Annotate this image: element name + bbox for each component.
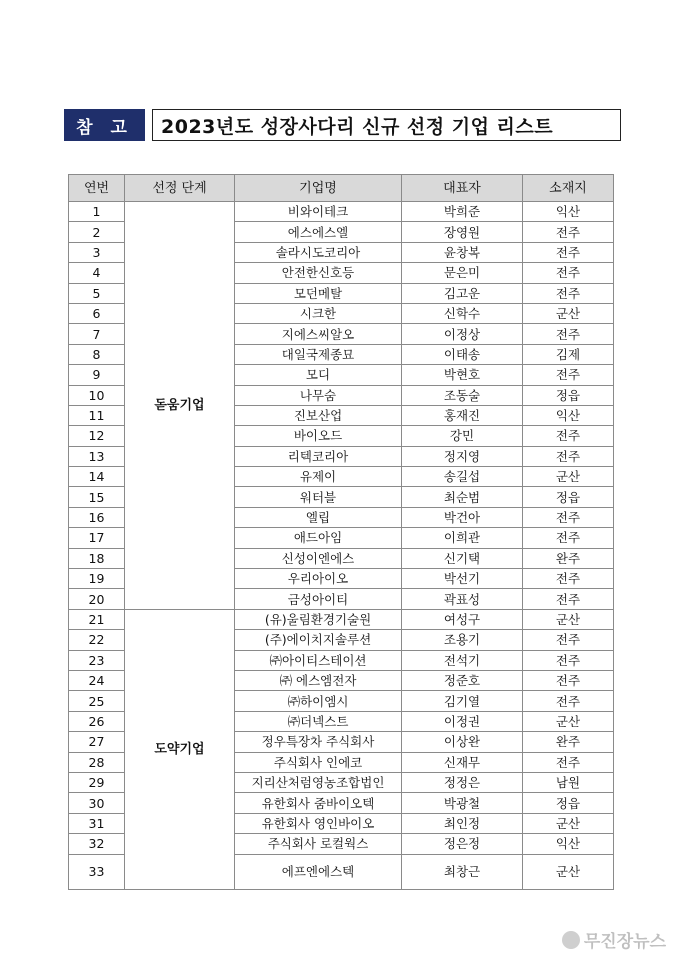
cell-company: 솔라시도코리아 [235,242,402,262]
cell-location: 전주 [523,324,614,344]
cell-company: 유제이 [235,467,402,487]
cell-ceo: 김기열 [402,691,523,711]
cell-location: 군산 [523,711,614,731]
cell-company: 유한회사 줌바이오텍 [235,793,402,813]
cell-location: 익산 [523,405,614,425]
cell-location: 전주 [523,569,614,589]
cell-ceo: 최인정 [402,813,523,833]
cell-location: 정읍 [523,487,614,507]
cell-location: 전주 [523,222,614,242]
cell-no: 24 [69,670,125,690]
cell-ceo: 정준호 [402,670,523,690]
cell-ceo: 박선기 [402,569,523,589]
cell-ceo: 조동술 [402,385,523,405]
cell-no: 30 [69,793,125,813]
cell-company: 리텍코리아 [235,446,402,466]
cell-location: 전주 [523,691,614,711]
cell-company: 에스에스엘 [235,222,402,242]
cell-location: 전주 [523,365,614,385]
cell-company: 모디 [235,365,402,385]
cell-company: 안전한신호등 [235,263,402,283]
cell-no: 25 [69,691,125,711]
cell-location: 익산 [523,202,614,222]
cell-company: 에프엔에스텍 [235,854,402,889]
cell-company: 지리산처럼영농조합법인 [235,772,402,792]
cell-location: 완주 [523,732,614,752]
table-row [69,609,614,629]
cell-location: 전주 [523,507,614,527]
cell-location: 군산 [523,467,614,487]
cell-ceo: 정지영 [402,446,523,466]
cell-no: 10 [69,385,125,405]
cell-location: 완주 [523,548,614,568]
cell-ceo: 정은정 [402,834,523,854]
cell-no: 17 [69,528,125,548]
cell-company: 비와이테크 [235,202,402,222]
cell-no: 18 [69,548,125,568]
cell-location: 정읍 [523,385,614,405]
cell-ceo: 신학수 [402,303,523,323]
page-title: 2023년도 성장사다리 신규 선정 기업 리스트 [152,109,621,141]
cell-company: ㈜아이티스테이션 [235,650,402,670]
cell-location: 전주 [523,528,614,548]
cell-no: 20 [69,589,125,609]
cell-ceo: 장영원 [402,222,523,242]
cell-location: 익산 [523,834,614,854]
cell-no: 13 [69,446,125,466]
cell-ceo: 박광철 [402,793,523,813]
watermark [562,927,666,952]
cell-stage: 도약기업 [125,609,235,889]
cell-company: (유)울림환경기술원 [235,609,402,629]
cell-location: 김제 [523,344,614,364]
cell-ceo: 여성구 [402,609,523,629]
cell-no: 31 [69,813,125,833]
cell-no: 2 [69,222,125,242]
cell-no: 16 [69,507,125,527]
cell-ceo: 이태송 [402,344,523,364]
cell-location: 전주 [523,589,614,609]
cell-ceo: 윤창복 [402,242,523,262]
cell-company: 워터블 [235,487,402,507]
cell-no: 11 [69,405,125,425]
cell-stage: 돋움기업 [125,202,235,610]
cell-ceo: 신재무 [402,752,523,772]
cell-no: 29 [69,772,125,792]
cell-company: 애드아임 [235,528,402,548]
header-location: 소재지 [523,175,614,202]
cell-ceo: 이상완 [402,732,523,752]
cell-ceo: 이희관 [402,528,523,548]
cell-location: 전주 [523,426,614,446]
cell-company: ㈜하이엠시 [235,691,402,711]
cell-location: 군산 [523,609,614,629]
cell-company: 유한회사 영인바이오 [235,813,402,833]
title-row [64,109,613,141]
cell-company: (주)에이치지솔루션 [235,630,402,650]
cell-company: 정우특장차 주식회사 [235,732,402,752]
cell-ceo: 정정은 [402,772,523,792]
cell-location: 정읍 [523,793,614,813]
table-row [69,202,614,222]
cell-company: 주식회사 로컬웍스 [235,834,402,854]
cell-no: 3 [69,242,125,262]
cell-location: 군산 [523,303,614,323]
cell-company: 대일국제종묘 [235,344,402,364]
cell-location: 전주 [523,283,614,303]
cell-no: 8 [69,344,125,364]
cell-no: 14 [69,467,125,487]
cell-no: 7 [69,324,125,344]
cell-no: 26 [69,711,125,731]
cell-no: 1 [69,202,125,222]
header-no: 연번 [69,175,125,202]
cell-no: 27 [69,732,125,752]
cell-location: 전주 [523,446,614,466]
cell-ceo: 박희준 [402,202,523,222]
cell-no: 28 [69,752,125,772]
company-list-table [68,174,614,890]
header-ceo: 대표자 [402,175,523,202]
cell-ceo: 송길섭 [402,467,523,487]
cell-company: 지에스씨알오 [235,324,402,344]
cell-location: 전주 [523,242,614,262]
cell-location: 군산 [523,813,614,833]
cell-company: 나무숨 [235,385,402,405]
reference-tag: 참 고 [64,109,145,141]
cell-ceo: 곽표성 [402,589,523,609]
cell-location: 전주 [523,630,614,650]
cell-company: 시크한 [235,303,402,323]
cell-ceo: 최창근 [402,854,523,889]
table-body [69,202,614,890]
cell-ceo: 박건아 [402,507,523,527]
cell-company: 금성아이티 [235,589,402,609]
cell-no: 23 [69,650,125,670]
cell-no: 32 [69,834,125,854]
cell-no: 5 [69,283,125,303]
cell-company: 우리아이오 [235,569,402,589]
cell-ceo: 전석기 [402,650,523,670]
cell-no: 4 [69,263,125,283]
cell-company: 신성이엔에스 [235,548,402,568]
cell-no: 21 [69,609,125,629]
cell-ceo: 문은미 [402,263,523,283]
cell-location: 전주 [523,752,614,772]
cell-no: 19 [69,569,125,589]
cell-company: 주식회사 인에코 [235,752,402,772]
cell-no: 33 [69,854,125,889]
cell-company: ㈜ 에스엠전자 [235,670,402,690]
cell-no: 9 [69,365,125,385]
cell-company: 엘립 [235,507,402,527]
watermark-logo-icon [562,931,580,949]
cell-ceo: 이정상 [402,324,523,344]
cell-ceo: 강민 [402,426,523,446]
cell-ceo: 김고운 [402,283,523,303]
cell-location: 전주 [523,263,614,283]
cell-no: 15 [69,487,125,507]
cell-location: 전주 [523,670,614,690]
cell-location: 군산 [523,854,614,889]
header-company: 기업명 [235,175,402,202]
cell-ceo: 신기택 [402,548,523,568]
cell-ceo: 이정권 [402,711,523,731]
cell-ceo: 홍재진 [402,405,523,425]
cell-ceo: 최순범 [402,487,523,507]
cell-company: 바이오드 [235,426,402,446]
cell-location: 전주 [523,650,614,670]
header-stage: 선정 단계 [125,175,235,202]
table-header-row [69,175,614,202]
cell-no: 12 [69,426,125,446]
cell-ceo: 박현호 [402,365,523,385]
watermark-text: 무진장뉴스 [583,932,666,952]
cell-no: 22 [69,630,125,650]
cell-company: 모던메탈 [235,283,402,303]
cell-location: 남원 [523,772,614,792]
cell-ceo: 조용기 [402,630,523,650]
cell-company: ㈜더넥스트 [235,711,402,731]
cell-company: 진보산업 [235,405,402,425]
cell-no: 6 [69,303,125,323]
